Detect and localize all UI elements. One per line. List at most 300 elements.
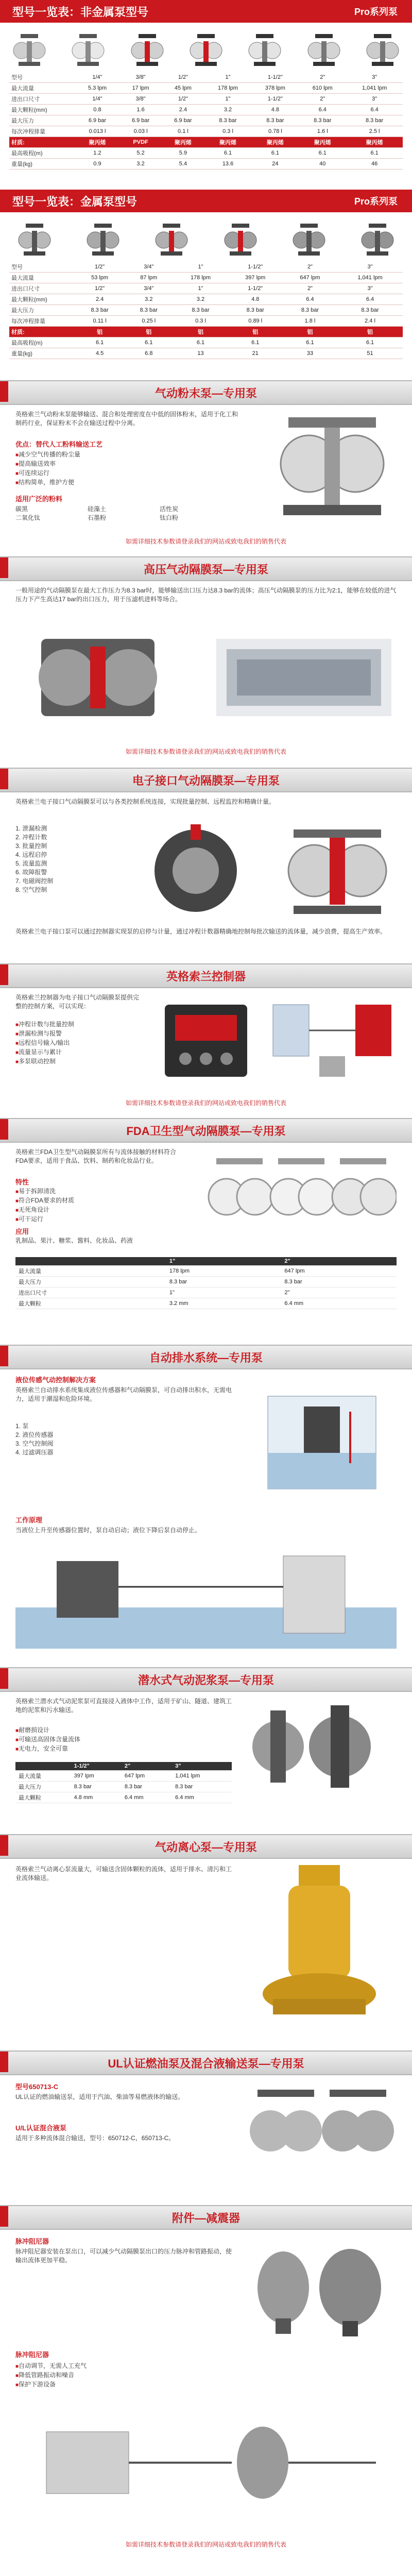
table-cell: 0.11 l bbox=[75, 316, 124, 327]
table-cell: 型号 bbox=[9, 262, 75, 273]
row-header: 进出口尺寸 bbox=[9, 94, 75, 105]
list-item: 3. 空气控制阀 bbox=[15, 1440, 54, 1447]
table-cell: 型号 bbox=[9, 72, 75, 83]
table-cell: 8.3 bar bbox=[124, 305, 173, 316]
electronic-pump-image bbox=[129, 819, 263, 922]
feature-list bbox=[15, 2362, 232, 2389]
apps-text: 乳制品、果汁、糖浆、酱料、化妆品、药液 bbox=[15, 1237, 133, 1244]
metal-spec-table bbox=[9, 262, 403, 359]
table-cell: 1" bbox=[166, 1257, 282, 1266]
table-cell: 8.3 bar bbox=[337, 305, 403, 316]
section-title: 型号一览表：金属泵型号 bbox=[12, 195, 138, 208]
table-cell: 铝 bbox=[124, 327, 173, 337]
table-row bbox=[9, 294, 403, 305]
table-cell: 6.4 mm bbox=[172, 1792, 232, 1803]
pump-image bbox=[359, 219, 396, 260]
table-cell: 8.3 bar bbox=[204, 115, 252, 126]
table-cell: 397 lpm bbox=[228, 273, 283, 283]
dampener-image bbox=[319, 2249, 381, 2336]
table-cell: 8.3 bar bbox=[122, 1782, 172, 1792]
table-cell: 178 lpm bbox=[166, 1266, 282, 1277]
table-cell: 2" bbox=[299, 94, 346, 105]
table-cell: 2.4 l bbox=[337, 316, 403, 327]
grid-item: 钛白粉 bbox=[160, 514, 179, 521]
table-cell: 0.25 l bbox=[124, 316, 173, 327]
row-header: 进出口尺寸 bbox=[9, 283, 75, 294]
list-item: 6. 故障报警 bbox=[15, 869, 47, 876]
controller-diagram bbox=[268, 994, 397, 1087]
subsection-title: U/L认证混合液泵 bbox=[15, 2124, 66, 2132]
table-header bbox=[15, 1762, 232, 1771]
list-item: ■ 冲程计数与批量控制 bbox=[15, 1020, 144, 1029]
table-cell: 材质: bbox=[9, 137, 75, 148]
table-cell: 6.1 bbox=[251, 148, 299, 159]
table-row bbox=[9, 115, 403, 126]
table-cell: 40 bbox=[299, 159, 346, 170]
pump-image bbox=[129, 30, 165, 70]
section-title: UL认证燃油泵及混合液输送泵—专用泵 bbox=[108, 2057, 304, 2070]
table-cell: 8.3 bar bbox=[71, 1782, 122, 1792]
table-cell: 6.4 bbox=[283, 294, 337, 305]
pump-image bbox=[306, 30, 342, 70]
hp-application-image bbox=[216, 618, 391, 737]
table-cell: 13 bbox=[173, 348, 228, 359]
table-row bbox=[9, 94, 403, 105]
accent-bar bbox=[0, 381, 8, 402]
centrifugal-pump-image bbox=[242, 1860, 397, 2025]
table-cell: 8.3 bar bbox=[283, 305, 337, 316]
table-cell: 铝 bbox=[228, 327, 283, 337]
table-cell: 0.013 l bbox=[75, 126, 119, 137]
table-cell: 5.3 lpm bbox=[75, 83, 119, 94]
table-cell: 聚丙烯 bbox=[251, 137, 299, 148]
table-cell: 3/8" bbox=[119, 94, 162, 105]
accent-bar bbox=[0, 1119, 8, 1140]
table-cell: 1" bbox=[204, 94, 252, 105]
list-item: 4. 过滤调压器 bbox=[15, 1449, 54, 1456]
section-intro: 英格索兰FDA卫生型气动隔膜泵所有与流体接触的材料符合FDA要求，适用于食品、饮料、制药和化妆品行业。 bbox=[15, 1148, 177, 1164]
table-cell: 178 lpm bbox=[173, 273, 228, 283]
table-cell: 1,041 lpm bbox=[172, 1771, 232, 1782]
accent-bar bbox=[0, 769, 8, 789]
section-desc: 英格索兰电子接口泵可以通过控制器实现泵的启停与计量，通过冲程计数器精确地控制每批次输送的流体量，减少浪费，提高生产效率。 bbox=[15, 928, 387, 935]
section-header-electronic bbox=[0, 768, 412, 792]
ul-pump-images bbox=[247, 2079, 397, 2182]
electronic-list bbox=[15, 824, 118, 894]
table-cell: 6.4 bbox=[337, 294, 403, 305]
table-row bbox=[15, 1266, 397, 1277]
table-cell: 3" bbox=[346, 94, 403, 105]
table-cell: 8.3 bar bbox=[281, 1277, 397, 1287]
table-cell: 2" bbox=[283, 283, 337, 294]
list-item: ■ 降低管路振动和噪音 bbox=[15, 2371, 232, 2380]
table-cell: 3.2 mm bbox=[166, 1298, 282, 1309]
pump-image bbox=[209, 1158, 273, 1215]
accent-bar bbox=[0, 1346, 8, 1366]
contact-note: 如需详细技术参数请登录我们的网站或致电我们的销售代表 bbox=[125, 748, 286, 755]
table-cell: 8.3 bar bbox=[251, 115, 299, 126]
list-item: 3. 批量控制 bbox=[15, 842, 47, 850]
list-item: 4. 远程启停 bbox=[15, 851, 47, 858]
table-cell: 0.3 l bbox=[173, 316, 228, 327]
table-cell: 1-1/2" bbox=[251, 94, 299, 105]
list-item: ■ 符合FDA要求的材质 bbox=[15, 1196, 185, 1206]
section-header-metal bbox=[0, 190, 412, 212]
apps-grid bbox=[15, 505, 232, 522]
list-item: 2. 冲程计数 bbox=[15, 834, 47, 841]
table-cell: 3" bbox=[346, 72, 403, 83]
table-cell: 6.1 bbox=[228, 337, 283, 348]
table-cell: 最大流量 bbox=[15, 1771, 71, 1782]
section-header-submersible bbox=[0, 1667, 412, 1692]
subsection-title: 脉冲阻尼器 bbox=[15, 2351, 49, 2359]
section-header-drain bbox=[0, 1345, 412, 1369]
row-header: 最大压力 bbox=[9, 115, 75, 126]
table-cell: 8.3 bar bbox=[172, 1782, 232, 1792]
table-cell: 2.5 l bbox=[346, 126, 403, 137]
table-cell: 647 lpm bbox=[122, 1771, 172, 1782]
table-cell: 1/2" bbox=[162, 72, 204, 83]
electronic-pump-image-2 bbox=[278, 819, 397, 922]
table-cell: 6.1 bbox=[337, 337, 403, 348]
table-cell: 1/2" bbox=[75, 283, 124, 294]
table-cell: 1/2" bbox=[75, 262, 124, 273]
list-item: ■ 可干运行 bbox=[15, 1215, 185, 1224]
table-cell: 87 lpm bbox=[124, 273, 173, 283]
table-cell: 1.6 bbox=[119, 105, 162, 115]
list-item: ■ 耐磨损设计 bbox=[15, 1726, 232, 1735]
table-cell: 3.2 bbox=[204, 105, 252, 115]
table-cell bbox=[15, 1762, 71, 1771]
drain-work-diagram bbox=[15, 1546, 397, 1649]
section-header-controller bbox=[0, 963, 412, 988]
table-cell: 2.4 bbox=[162, 105, 204, 115]
table-cell: 1,041 lpm bbox=[337, 273, 403, 283]
table-cell: 6.1 bbox=[283, 337, 337, 348]
table-cell: 610 lpm bbox=[299, 83, 346, 94]
table-cell: 5.4 bbox=[162, 159, 204, 170]
table-cell: 3/8" bbox=[119, 72, 162, 83]
subsection-title: 脉冲阻尼器 bbox=[15, 2238, 49, 2245]
table-cell: 17 lpm bbox=[119, 83, 162, 94]
pump-image bbox=[291, 219, 327, 260]
section-header-nonmetal bbox=[0, 0, 412, 23]
list-item: ■ 无电力，安全可靠 bbox=[15, 1744, 232, 1754]
table-cell: 397 lpm bbox=[71, 1771, 122, 1782]
table-cell: 378 lpm bbox=[251, 83, 299, 94]
table-cell: 6.1 bbox=[75, 337, 124, 348]
hp-pump-image bbox=[21, 618, 175, 737]
table-cell: 0.78 l bbox=[251, 126, 299, 137]
section-intro: 英格索兰电子接口气动隔膜泵可以与各类控制系统连接，实现批量控制、远程监控和精确计量。 bbox=[15, 798, 276, 805]
list-item: 1. 泄漏检测 bbox=[15, 825, 47, 832]
drain-diagram bbox=[247, 1376, 397, 1499]
table-cell: 4.8 bbox=[251, 105, 299, 115]
pump-image bbox=[16, 219, 53, 260]
list-item: 2. 液位传感器 bbox=[15, 1431, 54, 1438]
row-header: 最大颗粒(mm) bbox=[9, 294, 75, 305]
table-cell: 647 lpm bbox=[281, 1266, 397, 1277]
table-cell: 8.3 bar bbox=[166, 1277, 282, 1287]
table-cell: 6.1 bbox=[299, 148, 346, 159]
table-cell: 0.8 bbox=[75, 105, 119, 115]
table-cell: 1.8 l bbox=[283, 316, 337, 327]
section-desc: UL认证的燃油输送泵，适用于汽油、柴油等易燃液体的输送。 bbox=[15, 2093, 184, 2100]
table-cell: 6.4 mm bbox=[122, 1792, 172, 1803]
list-item: 5. 流量监测 bbox=[15, 860, 47, 867]
table-cell: 聚丙烯 bbox=[204, 137, 252, 148]
table-cell: 1-1/2" bbox=[228, 262, 283, 273]
row-header: 每次冲程排量 bbox=[9, 316, 75, 327]
pump-image bbox=[153, 219, 190, 260]
table-cell: 1-1/2" bbox=[228, 283, 283, 294]
pump-image bbox=[222, 219, 259, 260]
table-row bbox=[15, 1771, 232, 1782]
table-cell: 聚丙烯 bbox=[75, 137, 119, 148]
section-title: 自动排水系统—专用泵 bbox=[149, 1351, 263, 1364]
section-intro: 英格索兰自动排水系统集成液位传感器和气动隔膜泵，可自动排出积水，无需电力，适用于潮湿和危险环境。 bbox=[15, 1386, 232, 1402]
size-row bbox=[9, 262, 403, 273]
list-item: ■ 可输送高固体含量流体 bbox=[15, 1735, 232, 1744]
row-header: 最大流量 bbox=[9, 273, 75, 283]
table-cell: 2" bbox=[122, 1762, 172, 1771]
table-cell: 聚丙烯 bbox=[346, 137, 403, 148]
table-cell: 1" bbox=[173, 262, 228, 273]
table-cell: 6.1 bbox=[173, 337, 228, 348]
pump-image bbox=[309, 1705, 371, 1788]
table-cell: 33 bbox=[283, 348, 337, 359]
list-item: ■ 易于拆卸清洗 bbox=[15, 1187, 185, 1196]
table-cell: 6.4 mm bbox=[281, 1298, 397, 1309]
table-cell: 0.9 bbox=[75, 159, 119, 170]
pump-image bbox=[365, 30, 401, 70]
table-cell: 2.4 bbox=[75, 294, 124, 305]
table-cell: 2" bbox=[281, 1287, 397, 1298]
table-cell: 0.89 l bbox=[228, 316, 283, 327]
row-header: 重量(kg) bbox=[9, 159, 75, 170]
dampener-diagram bbox=[15, 2401, 397, 2524]
table-cell: 4.5 bbox=[75, 348, 124, 359]
contact-note: 如需详细技术参数请登录我们的网站或致电我们的销售代表 bbox=[125, 538, 286, 545]
pump-image bbox=[322, 2090, 394, 2151]
table-cell: 8.3 bar bbox=[173, 305, 228, 316]
table-cell: 6.9 bar bbox=[75, 115, 119, 126]
pump-image bbox=[70, 30, 106, 70]
table-row bbox=[15, 1277, 397, 1287]
grid-item: 石墨粉 bbox=[88, 514, 107, 521]
feature-list bbox=[15, 1187, 185, 1224]
table-cell: 进出口尺寸 bbox=[15, 1287, 166, 1298]
section-header-centrifugal bbox=[0, 1834, 412, 1859]
table-row bbox=[9, 159, 403, 170]
table-cell: 45 lpm bbox=[162, 83, 204, 94]
subsection-title: 型号650713-C bbox=[15, 2083, 59, 2091]
table-cell: 聚丙烯 bbox=[162, 137, 204, 148]
table-cell: 1.2 bbox=[75, 148, 119, 159]
list-item: ■ 减少空气传播的粉尘量 bbox=[15, 450, 232, 460]
table-cell: 3/4" bbox=[124, 262, 173, 273]
pump-image bbox=[188, 30, 224, 70]
subsection-title: 特性 bbox=[15, 1178, 29, 1186]
table-row bbox=[9, 348, 403, 359]
accent-bar bbox=[0, 964, 8, 985]
table-row bbox=[15, 1298, 397, 1309]
table-cell: 1/4" bbox=[75, 72, 119, 83]
table-cell: 647 lpm bbox=[283, 273, 337, 283]
table-cell: 5.9 bbox=[162, 148, 204, 159]
table-cell: 8.3 bar bbox=[75, 305, 124, 316]
section-intro: 一般用途的气动隔膜泵在最大工作压力为8.3 bar时，能够输送出口压力达8.3 bar的流体；高压气动隔膜泵的压力比为2:1，能够在较低的进气压力下产生高达17 bar的出口压力，用于压滤机进料等场合。 bbox=[15, 587, 397, 603]
table-cell: 1-1/2" bbox=[251, 72, 299, 83]
table-cell bbox=[15, 1257, 166, 1266]
table-row bbox=[9, 148, 403, 159]
accent-bar bbox=[0, 557, 8, 578]
table-header bbox=[15, 1257, 397, 1266]
row-header: 重量(kg) bbox=[9, 348, 75, 359]
list-item: ■ 泄漏检测与报警 bbox=[15, 1029, 144, 1039]
table-cell: 6.1 bbox=[124, 337, 173, 348]
table-cell: 5.2 bbox=[119, 148, 162, 159]
nonmetal-spec-table bbox=[9, 72, 403, 170]
subsection-title: 液位传感气动控制解决方案 bbox=[15, 1376, 96, 1384]
table-row bbox=[15, 1782, 232, 1792]
table-cell: 51 bbox=[337, 348, 403, 359]
table-cell: 3.2 bbox=[173, 294, 228, 305]
section-intro: 英格索兰气动粉末泵能够输送、混合和处理密度在中低的固体粉末，适用于化工和制药行业，保证粉末不会在输送过程中分离。 bbox=[15, 411, 238, 427]
controller-image bbox=[154, 994, 258, 1087]
pump-image bbox=[247, 30, 283, 70]
section-intro: 英格索兰气动离心泵流量大，可输送含固体颗粒的流体，适用于排水、清污和工业流体输送。 bbox=[15, 1866, 232, 1882]
table-cell: 1" bbox=[166, 1287, 282, 1298]
list-item: ■ 提高输送效率 bbox=[15, 460, 232, 469]
section-desc: 脉冲阻尼器安装在泵出口，可以减少气动隔膜泵出口的压力脉冲和管路振动，使输出流体更加平稳。 bbox=[15, 2248, 232, 2264]
table-cell: 6.4 bbox=[299, 105, 346, 115]
fda-spec-table bbox=[15, 1257, 397, 1309]
accent-bar bbox=[0, 2206, 8, 2227]
section-title: 气动离心泵—专用泵 bbox=[154, 1840, 257, 1854]
section-title: 高压气动隔膜泵—专用泵 bbox=[143, 563, 268, 576]
table-cell: 1" bbox=[173, 283, 228, 294]
table-cell: 8.3 bar bbox=[228, 305, 283, 316]
table-cell: 3/4" bbox=[124, 283, 173, 294]
table-cell: 21 bbox=[228, 348, 283, 359]
accent-bar bbox=[0, 2052, 8, 2072]
size-row bbox=[9, 72, 403, 83]
table-cell: 3.2 bbox=[124, 294, 173, 305]
table-row bbox=[9, 83, 403, 94]
feature-list bbox=[15, 450, 232, 487]
table-cell: 6.8 bbox=[124, 348, 173, 359]
table-cell: 6.4 bbox=[346, 105, 403, 115]
pump-image bbox=[85, 219, 121, 260]
table-row bbox=[9, 337, 403, 348]
grid-item: 活性炭 bbox=[160, 505, 179, 513]
material-row bbox=[9, 137, 403, 148]
table-cell: 3" bbox=[337, 283, 403, 294]
table-row bbox=[9, 126, 403, 137]
list-item: ■ 自动调节，无需人工充气 bbox=[15, 2362, 232, 2371]
pump-image bbox=[270, 1158, 335, 1215]
table-cell: 3" bbox=[337, 262, 403, 273]
grid-item: 硅藻土 bbox=[88, 505, 107, 513]
metal-pump-images bbox=[0, 216, 412, 260]
table-cell: 最大压力 bbox=[15, 1782, 71, 1792]
section-title: 电子接口气动隔膜泵—专用泵 bbox=[132, 774, 280, 787]
material-row bbox=[9, 327, 403, 337]
list-item: ■ 结构简单，维护方便 bbox=[15, 478, 232, 487]
row-header: 最大流量 bbox=[9, 83, 75, 94]
table-cell: 53 lpm bbox=[75, 273, 124, 283]
table-cell: 2" bbox=[283, 262, 337, 273]
table-row bbox=[9, 305, 403, 316]
table-row bbox=[9, 316, 403, 327]
subsection-title: 工作原理 bbox=[15, 1516, 43, 1524]
row-header: 最高吸程(m) bbox=[9, 337, 75, 348]
section-title: 型号一览表：非金属泵型号 bbox=[12, 5, 149, 19]
fda-pump-images bbox=[206, 1148, 397, 1246]
table-cell: 6.9 bar bbox=[119, 115, 162, 126]
table-row bbox=[9, 273, 403, 283]
row-header: 最大压力 bbox=[9, 305, 75, 316]
dampener-images bbox=[247, 2236, 397, 2339]
table-cell: 最大颗粒 bbox=[15, 1298, 166, 1309]
table-cell: 13.6 bbox=[204, 159, 252, 170]
table-cell: 铝 bbox=[75, 327, 124, 337]
table-cell: 1/2" bbox=[162, 94, 204, 105]
list-item: ■ 可连续运行 bbox=[15, 469, 232, 478]
table-cell: 1" bbox=[204, 72, 252, 83]
section-header-ul bbox=[0, 2050, 412, 2075]
table-cell: 4.8 mm bbox=[71, 1792, 122, 1803]
pump-image bbox=[11, 30, 47, 70]
table-cell: PVDF bbox=[119, 137, 162, 148]
nonmetal-pump-images bbox=[0, 27, 412, 70]
section-title: 附件—减震器 bbox=[171, 2211, 240, 2225]
pump-image bbox=[250, 2090, 322, 2151]
subsection-title: 应用 bbox=[15, 1228, 29, 1235]
subsection-title: 优点：替代人工粉料输送工艺 bbox=[15, 440, 103, 448]
table-cell: 最大颗粒 bbox=[15, 1792, 71, 1803]
table-cell: 1-1/2" bbox=[71, 1762, 122, 1771]
table-cell: 46 bbox=[346, 159, 403, 170]
table-cell: 2" bbox=[281, 1257, 397, 1266]
drain-component-list bbox=[15, 1422, 118, 1457]
table-cell: 6.1 bbox=[204, 148, 252, 159]
table-cell: 材质: bbox=[9, 327, 75, 337]
table-cell: 铝 bbox=[173, 327, 228, 337]
list-item: 1. 泵 bbox=[15, 1422, 29, 1430]
section-title: 潜水式气动泥浆泵—专用泵 bbox=[138, 1673, 274, 1687]
section-header-accessories bbox=[0, 2205, 412, 2230]
table-row bbox=[15, 1287, 397, 1298]
table-cell: 0.1 l bbox=[162, 126, 204, 137]
table-cell: 1.6 l bbox=[299, 126, 346, 137]
row-header: 最高吸程(m) bbox=[9, 148, 75, 159]
accent-bar bbox=[0, 1668, 8, 1689]
grid-item: 二氧化钛 bbox=[15, 514, 41, 521]
section-title: FDA卫生型气动隔膜泵—专用泵 bbox=[126, 1124, 286, 1138]
series-label: Pro系列泵 bbox=[354, 196, 398, 207]
table-row bbox=[9, 283, 403, 294]
list-item: ■ 远程信号输入/输出 bbox=[15, 1039, 144, 1048]
section-desc: 当液位上升至传感器位置时，泵自动启动；液位下降后泵自动停止。 bbox=[15, 1527, 201, 1534]
feature-list bbox=[15, 1020, 144, 1066]
table-cell: 178 lpm bbox=[204, 83, 252, 94]
table-cell: 6.9 bar bbox=[162, 115, 204, 126]
powder-pump-image bbox=[268, 407, 397, 526]
section-header-high-pressure bbox=[0, 556, 412, 581]
pump-image bbox=[332, 1158, 397, 1215]
